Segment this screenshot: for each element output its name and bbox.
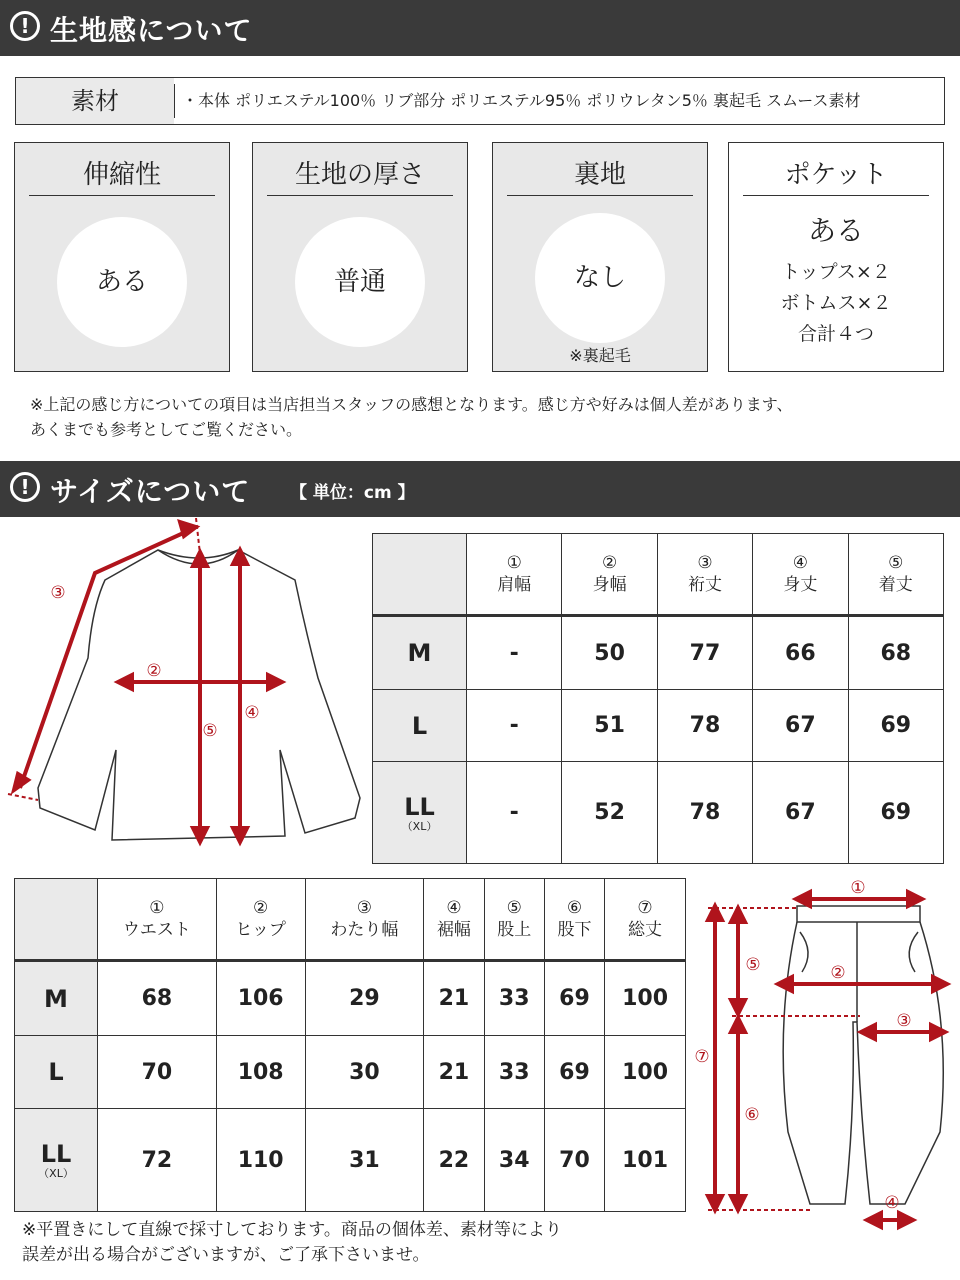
size-section-header <box>0 461 960 517</box>
table-cell: 33 <box>484 1036 544 1109</box>
bottoms-header-hem: ④ 裾幅 <box>424 879 484 961</box>
table-cell: 69 <box>544 1036 604 1109</box>
pocket-value: ある <box>807 214 864 247</box>
table-row <box>373 690 944 762</box>
table-cell: 69 <box>544 961 604 1036</box>
lining-box <box>492 142 708 372</box>
table-cell: 30 <box>305 1036 424 1109</box>
material-divider <box>174 84 175 118</box>
pocket-line-total: 合計４つ <box>797 323 874 345</box>
alert-icon: ! <box>10 11 40 41</box>
table-cell: 68 <box>848 616 943 690</box>
stretch-box <box>14 142 230 372</box>
table-cell: 50 <box>562 616 657 690</box>
measurement-note-line-2: 誤差が出る場合がございますが、ご了承下さいませ。 <box>22 1245 430 1265</box>
thickness-value: 普通 <box>295 217 425 347</box>
shirt-label-sleeve: ③ <box>50 583 66 603</box>
table-cell: 21 <box>424 961 484 1036</box>
size-cell: M <box>373 616 467 690</box>
pants-label-hem: ④ <box>884 1193 900 1213</box>
shirt-label-chest: ② <box>146 661 162 681</box>
size-cell: L <box>373 690 467 762</box>
size-cell: LL （XL） <box>15 1109 98 1212</box>
table-cell: 78 <box>657 762 752 864</box>
table-cell: 51 <box>562 690 657 762</box>
pants-label-inseam: ⑥ <box>744 1105 760 1125</box>
table-cell: 77 <box>657 616 752 690</box>
fabric-section-title: 生地感について <box>50 14 253 47</box>
table-cell: 21 <box>424 1036 484 1109</box>
table-row <box>15 1109 686 1212</box>
table-cell: 68 <box>98 961 217 1036</box>
bottoms-size-table <box>14 878 686 1212</box>
table-row <box>15 961 686 1036</box>
table-cell: 70 <box>98 1036 217 1109</box>
tops-header-total-length: ⑤ 着丈 <box>848 534 943 616</box>
bottoms-header-rise: ⑤ 股上 <box>484 879 544 961</box>
thickness-title: 生地の厚さ <box>267 155 453 196</box>
lining-title: 裏地 <box>507 155 693 196</box>
lining-note: ※裏起毛 <box>569 346 631 365</box>
bottoms-header-total-length: ⑦ 総丈 <box>605 879 686 961</box>
size-unit: 【 単位：cm 】 <box>290 483 415 503</box>
table-cell: 106 <box>216 961 305 1036</box>
fabric-section-header <box>0 0 960 56</box>
table-row <box>15 1036 686 1109</box>
material-value: ・本体 ポリエステル100％ リブ部分 ポリエステル95％ ポリウレタン5％ 裏起毛 スムース素材 <box>182 91 861 110</box>
tops-size-table <box>372 533 944 864</box>
tops-header-chest: ② 身幅 <box>562 534 657 616</box>
size-cell: LL （XL） <box>373 762 467 864</box>
table-cell: - <box>467 616 562 690</box>
table-cell: 100 <box>605 1036 686 1109</box>
table-cell: - <box>467 690 562 762</box>
table-cell: 67 <box>753 690 848 762</box>
table-cell: 29 <box>305 961 424 1036</box>
alert-icon: ! <box>10 472 40 502</box>
material-label: 素材 <box>16 78 174 124</box>
lining-value: なし <box>535 213 665 343</box>
table-cell: 72 <box>98 1109 217 1212</box>
table-cell: 31 <box>305 1109 424 1212</box>
disclaimer-line-2: あくまでも参考としてご覧ください。 <box>30 420 303 439</box>
shirt-label-total-length: ⑤ <box>202 721 218 741</box>
size-cell: M <box>15 961 98 1036</box>
measurement-note-line-1: ※平置きにして直線で採寸しております。商品の個体差、素材等により <box>22 1220 562 1240</box>
bottoms-corner-cell <box>15 879 98 961</box>
table-cell: 108 <box>216 1036 305 1109</box>
table-cell: 34 <box>484 1109 544 1212</box>
pocket-box <box>728 142 944 372</box>
table-cell: 67 <box>753 762 848 864</box>
table-cell: 52 <box>562 762 657 864</box>
shirt-label-body-length: ④ <box>244 703 260 723</box>
table-cell: - <box>467 762 562 864</box>
table-cell: 33 <box>484 961 544 1036</box>
pocket-title: ポケット <box>743 155 929 196</box>
bottoms-header-inseam: ⑥ 股下 <box>544 879 604 961</box>
table-cell: 70 <box>544 1109 604 1212</box>
table-cell: 66 <box>753 616 848 690</box>
tops-header-body-length: ④ 身丈 <box>753 534 848 616</box>
table-cell: 69 <box>848 690 943 762</box>
pants-label-waist: ① <box>850 878 866 898</box>
disclaimer-line-1: ※上記の感じ方についての項目は当店担当スタッフの感想となります。感じ方や好みは個人差があります、 <box>30 395 793 414</box>
pants-label-hip: ② <box>830 963 846 983</box>
table-cell: 100 <box>605 961 686 1036</box>
table-row <box>373 762 944 864</box>
pants-label-total-length: ⑦ <box>694 1047 710 1067</box>
pants-illustration <box>690 872 960 1232</box>
thickness-box <box>252 142 468 372</box>
tops-header-sleeve: ③ 裄丈 <box>657 534 752 616</box>
size-section-title: サイズについて <box>50 475 251 508</box>
tops-corner-cell <box>373 534 467 616</box>
table-cell: 110 <box>216 1109 305 1212</box>
stretch-title: 伸縮性 <box>29 155 215 196</box>
bottoms-header-waist: ① ウエスト <box>98 879 217 961</box>
pants-label-rise: ⑤ <box>745 955 761 975</box>
pants-label-thigh: ③ <box>896 1011 912 1031</box>
table-cell: 22 <box>424 1109 484 1212</box>
size-cell: L <box>15 1036 98 1109</box>
table-cell: 69 <box>848 762 943 864</box>
tops-header-shoulder: ① 肩幅 <box>467 534 562 616</box>
table-cell: 101 <box>605 1109 686 1212</box>
pocket-line-bottoms: ボトムス×２ <box>780 292 892 314</box>
pocket-line-tops: トップス×２ <box>781 261 891 283</box>
stretch-value: ある <box>57 217 187 347</box>
bottoms-header-hip: ② ヒップ <box>216 879 305 961</box>
material-row <box>15 77 945 125</box>
table-cell: 78 <box>657 690 752 762</box>
bottoms-header-thigh: ③ わたり幅 <box>305 879 424 961</box>
table-row <box>373 616 944 690</box>
measurement-note <box>22 1218 562 1268</box>
shirt-illustration <box>0 518 365 863</box>
